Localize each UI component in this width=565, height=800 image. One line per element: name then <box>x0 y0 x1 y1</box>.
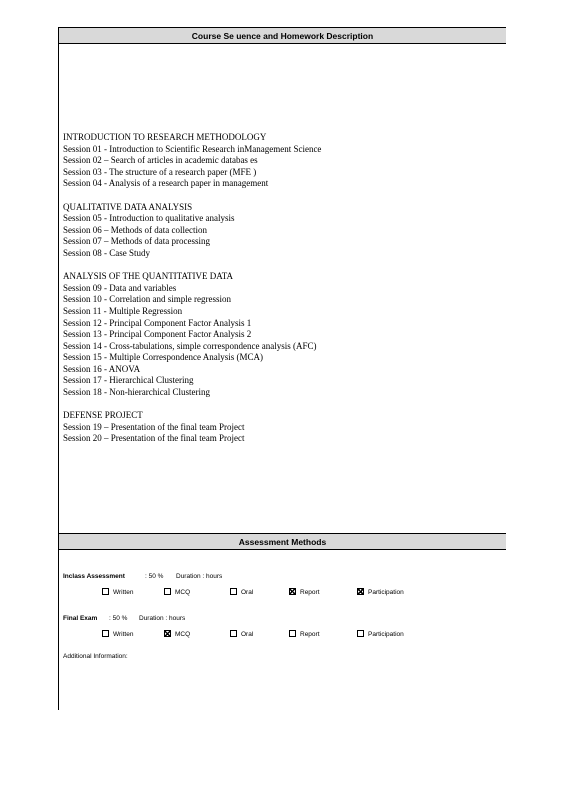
session-item: Session 14 - Cross-tabulations, simple correspondence analysis (AFC) <box>63 340 317 351</box>
session-item: Session 12 - Principal Component Factor Analysis 1 <box>63 317 252 328</box>
inclass-option-participation[interactable]: Participation <box>357 589 404 596</box>
inclass-row <box>63 573 125 580</box>
checkbox-icon <box>230 588 237 595</box>
session-item: Session 13 - Principal Component Factor Analysis 2 <box>63 329 252 340</box>
session-item: Session 20 – Presentation of the final team Project <box>63 433 245 444</box>
course-sequence-content <box>63 132 321 445</box>
session-item: Session 11 - Multiple Regression <box>63 305 183 316</box>
session-item: Session 08 - Case Study <box>63 247 151 258</box>
inclass-label: Inclass Assessment <box>63 573 125 580</box>
checkbox-icon <box>102 630 109 637</box>
section-title: ANALYSIS OF THE QUANTITATIVE DATA <box>63 271 233 282</box>
additional-information: Additional Information: <box>63 653 128 660</box>
session-item: Session 16 - ANOVA <box>63 363 141 374</box>
checkbox-icon <box>230 630 237 637</box>
session-item: Session 07 – Methods of data processing <box>63 236 210 247</box>
inclass-duration: Duration : hours <box>176 573 223 580</box>
session-item: Session 05 - Introduction to qualitative analysis <box>63 213 235 224</box>
final-option-oral[interactable]: Oral <box>230 631 253 638</box>
checkbox-icon <box>164 588 171 595</box>
section-intro <box>63 132 321 190</box>
section-title: QUALITATIVE DATA ANALYSIS <box>63 201 193 212</box>
session-item: Session 06 – Methods of data collection <box>63 224 207 235</box>
section-title: DEFENSE PROJECT <box>63 410 143 421</box>
section-qualitative <box>63 202 321 260</box>
final-label: Final Exam <box>63 615 98 622</box>
final-percent: : 50 % <box>109 615 128 622</box>
section-defense <box>63 410 321 445</box>
section-title: INTRODUCTION TO RESEARCH METHODOLOGY <box>63 132 267 142</box>
checkbox-icon <box>357 630 364 637</box>
course-sequence-header: Course Se uence and Homework Description <box>59 28 506 44</box>
session-item: Session 04 - Analysis of a research paper in management <box>63 178 269 189</box>
session-item: Session 10 - Correlation and simple regression <box>63 294 231 305</box>
final-row <box>63 615 97 622</box>
final-option-written[interactable]: Written <box>102 631 133 638</box>
inclass-option-mcq[interactable]: MCQ <box>164 589 190 596</box>
inclass-option-report[interactable]: Report <box>289 589 320 596</box>
session-item: Session 03 - The structure of a research paper (MFE ) <box>63 166 257 177</box>
section-quantitative <box>63 271 321 399</box>
session-item: Session 15 - Multiple Correspondence Analysis (MCA) <box>63 352 263 363</box>
checkbox-icon <box>102 588 109 595</box>
session-item: Session 01 - Introduction to Scientific Research inManagement Science <box>63 143 322 154</box>
inclass-option-written[interactable]: Written <box>102 589 133 596</box>
checkbox-icon <box>289 630 296 637</box>
session-item: Session 18 - Non-hierarchical Clustering <box>63 387 210 398</box>
inclass-percent: : 50 % <box>145 573 164 580</box>
session-item: Session 19 – Presentation of the final team Project <box>63 421 245 432</box>
session-item: Session 17 - Hierarchical Clustering <box>63 375 194 386</box>
session-item: Session 09 - Data and variables <box>63 282 177 293</box>
session-item: Session 02 – Search of articles in academic databas es <box>63 155 258 166</box>
checked-checkbox-icon <box>289 588 296 595</box>
final-option-mcq[interactable]: MCQ <box>164 631 190 638</box>
checked-checkbox-icon <box>357 588 364 595</box>
checked-checkbox-icon <box>164 630 171 637</box>
final-duration: Duration : hours <box>139 615 186 622</box>
final-option-report[interactable]: Report <box>289 631 320 638</box>
final-option-participation[interactable]: Participation <box>357 631 404 638</box>
inclass-option-oral[interactable]: Oral <box>230 589 253 596</box>
assessment-header: Assessment Methods <box>59 533 506 550</box>
